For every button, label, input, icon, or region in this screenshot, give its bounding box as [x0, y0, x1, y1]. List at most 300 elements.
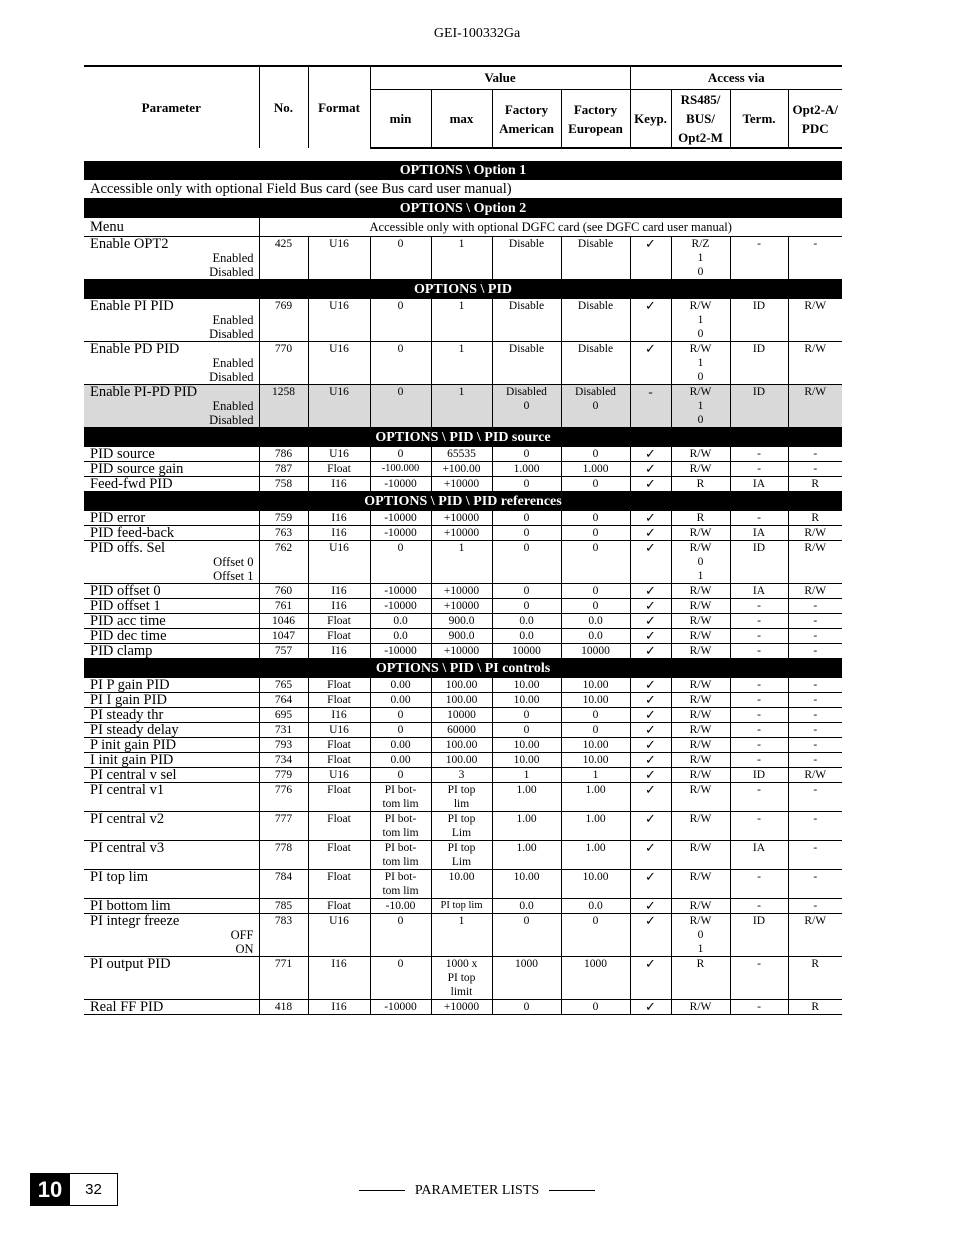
param-format: U16 — [308, 768, 370, 783]
param-keyp: ✓ — [630, 678, 671, 693]
param-keyp: ✓ — [630, 768, 671, 783]
param-keyp: ✓ — [630, 870, 671, 899]
param-opt2a: R/W — [788, 385, 842, 428]
param-term: IA — [730, 477, 788, 492]
param-option: Disabled — [209, 413, 254, 427]
section-title: OPTIONS \ Option 2 — [84, 199, 842, 219]
param-opt2a: - — [788, 738, 842, 753]
param-max: 900.0 — [431, 629, 492, 644]
param-max: 1 — [431, 541, 492, 584]
param-format: U16 — [308, 914, 370, 957]
param-name: PID clamp — [84, 644, 259, 659]
param-factory-american: Disable — [492, 342, 561, 385]
param-format: Float — [308, 678, 370, 693]
param-opt2a: - — [788, 783, 842, 812]
param-name: PI integr freeze OFF ON — [84, 914, 259, 957]
header-factory-american: Factory American — [492, 90, 561, 149]
param-factory-european: 0 — [561, 1000, 630, 1015]
param-max: 1 — [431, 237, 492, 280]
param-factory-american: 10.00 — [492, 738, 561, 753]
param-max: 1 — [431, 299, 492, 342]
param-name: P init gain PID — [84, 738, 259, 753]
param-option: Disabled — [209, 265, 254, 279]
param-opt2a: - — [788, 723, 842, 738]
param-term: IA — [730, 526, 788, 541]
param-keyp: ✓ — [630, 914, 671, 957]
param-format: I16 — [308, 957, 370, 1000]
param-max: +10000 — [431, 477, 492, 492]
footer-rule-left — [359, 1190, 405, 1191]
section-note: Accessible only with optional Field Bus card (see Bus card user manual) — [84, 180, 842, 199]
table-row — [84, 812, 842, 841]
param-term: - — [730, 738, 788, 753]
param-name: Menu — [84, 218, 259, 237]
param-format: I16 — [308, 708, 370, 723]
param-factory-european: 0 — [561, 914, 630, 957]
param-factory-american: 0.0 — [492, 614, 561, 629]
param-format: Float — [308, 629, 370, 644]
chapter-number: 10 — [30, 1173, 70, 1206]
section-header — [84, 161, 842, 180]
table-row — [84, 599, 842, 614]
param-rs485: R/W — [671, 678, 730, 693]
param-term: - — [730, 957, 788, 1000]
param-min: PI bot- tom lim — [370, 812, 431, 841]
param-name: PID offs. Sel Offset 0 Offset 1 — [84, 541, 259, 584]
param-max: PI top Lim — [431, 841, 492, 870]
param-factory-european: 1.00 — [561, 812, 630, 841]
param-min: 0 — [370, 768, 431, 783]
param-max: 100.00 — [431, 693, 492, 708]
header-factory-european: Factory European — [561, 90, 630, 149]
param-rs485: R/W — [671, 841, 730, 870]
header-format: Format — [308, 66, 370, 148]
param-min: PI bot- tom lim — [370, 783, 431, 812]
param-max: 100.00 — [431, 753, 492, 768]
param-rs485: R/W — [671, 447, 730, 462]
param-max: +10000 — [431, 1000, 492, 1015]
param-factory-american: 1.00 — [492, 841, 561, 870]
param-opt2a: R — [788, 477, 842, 492]
param-opt2a: - — [788, 462, 842, 477]
param-factory-american: 0 — [492, 914, 561, 957]
section-title: OPTIONS \ PID \ PID references — [84, 492, 842, 512]
param-factory-european: 10000 — [561, 644, 630, 659]
param-term: - — [730, 708, 788, 723]
param-option: Disabled — [209, 327, 254, 341]
param-no: 762 — [259, 541, 308, 584]
param-term: - — [730, 812, 788, 841]
param-option: Disabled — [209, 370, 254, 384]
param-no: 1258 — [259, 385, 308, 428]
param-term: ID — [730, 385, 788, 428]
param-factory-european: 1.000 — [561, 462, 630, 477]
param-opt2a: R/W — [788, 526, 842, 541]
param-opt2a: R/W — [788, 584, 842, 599]
param-factory-american: 1 — [492, 768, 561, 783]
param-rs485: R/W — [671, 768, 730, 783]
param-rs485: R/W — [671, 693, 730, 708]
param-term: - — [730, 723, 788, 738]
param-min: 0.00 — [370, 678, 431, 693]
param-opt2a: R/W — [788, 342, 842, 385]
param-max: 1 — [431, 385, 492, 428]
param-factory-european: 10.00 — [561, 870, 630, 899]
param-name: Enable OPT2 Enabled Disabled — [84, 237, 259, 280]
param-format: I16 — [308, 511, 370, 526]
section-header — [84, 280, 842, 300]
param-min: 0.0 — [370, 614, 431, 629]
param-keyp: ✓ — [630, 783, 671, 812]
section-title: OPTIONS \ PID \ PID source — [84, 428, 842, 448]
param-opt2a: - — [788, 237, 842, 280]
table-row — [84, 708, 842, 723]
param-max: +10000 — [431, 584, 492, 599]
footer-title: PARAMETER LISTS — [414, 1183, 540, 1198]
section-header — [84, 659, 842, 679]
param-factory-european: 0 — [561, 708, 630, 723]
param-term: - — [730, 629, 788, 644]
param-keyp: ✓ — [630, 237, 671, 280]
param-min: -10000 — [370, 599, 431, 614]
table-row — [84, 541, 842, 584]
param-factory-european: 0 — [561, 599, 630, 614]
param-factory-european: 0 — [561, 584, 630, 599]
param-opt2a: - — [788, 708, 842, 723]
param-no: 418 — [259, 1000, 308, 1015]
param-name: Enable PI-PD PID Enabled Disabled — [84, 385, 259, 428]
param-factory-european: 1.00 — [561, 841, 630, 870]
param-max: 60000 — [431, 723, 492, 738]
table-row — [84, 644, 842, 659]
header-no: No. — [259, 66, 308, 148]
param-factory-european: 10.00 — [561, 678, 630, 693]
param-rs485: R/W — [671, 614, 730, 629]
param-format: I16 — [308, 599, 370, 614]
param-rs485: R/W — [671, 1000, 730, 1015]
param-term: - — [730, 753, 788, 768]
param-keyp: ✓ — [630, 738, 671, 753]
param-factory-american: 0 — [492, 541, 561, 584]
param-no: 695 — [259, 708, 308, 723]
param-factory-american: 0 — [492, 526, 561, 541]
param-format: Float — [308, 462, 370, 477]
param-factory-european: 10.00 — [561, 738, 630, 753]
param-factory-european: 0 — [561, 477, 630, 492]
param-factory-european: 0.0 — [561, 629, 630, 644]
param-term: ID — [730, 299, 788, 342]
table-row — [84, 738, 842, 753]
param-max: 1000 x PI top limit — [431, 957, 492, 1000]
param-min: 0 — [370, 914, 431, 957]
param-format: U16 — [308, 447, 370, 462]
param-format: Float — [308, 812, 370, 841]
param-rs485: R/W 1 0 — [671, 299, 730, 342]
header-max: max — [431, 90, 492, 149]
param-rs485: R/W — [671, 644, 730, 659]
param-name: PID acc time — [84, 614, 259, 629]
param-keyp: ✓ — [630, 644, 671, 659]
param-min: 0 — [370, 957, 431, 1000]
param-format: Float — [308, 783, 370, 812]
param-opt2a: - — [788, 447, 842, 462]
header-rs485: RS485/ BUS/ Opt2-M — [671, 90, 730, 149]
table-body — [84, 148, 842, 1015]
param-keyp: ✓ — [630, 693, 671, 708]
section-title: OPTIONS \ PID — [84, 280, 842, 300]
param-name: PI bottom lim — [84, 899, 259, 914]
param-max: 3 — [431, 768, 492, 783]
section-note: Accessible only with optional DGFC card (see DGFC card user manual) — [259, 218, 842, 237]
param-opt2a: R — [788, 511, 842, 526]
param-min: PI bot- tom lim — [370, 870, 431, 899]
param-name: I init gain PID — [84, 753, 259, 768]
param-keyp: ✓ — [630, 477, 671, 492]
param-keyp: ✓ — [630, 629, 671, 644]
param-term: - — [730, 462, 788, 477]
param-format: I16 — [308, 644, 370, 659]
table-row — [84, 914, 842, 957]
param-factory-american: 0.0 — [492, 629, 561, 644]
param-factory-american: 0 — [492, 511, 561, 526]
param-opt2a: - — [788, 870, 842, 899]
param-name: PI steady thr — [84, 708, 259, 723]
param-opt2a: - — [788, 629, 842, 644]
table-row — [84, 1000, 842, 1015]
param-min: PI bot- tom lim — [370, 841, 431, 870]
param-rs485: R/W 1 0 — [671, 342, 730, 385]
param-no: 769 — [259, 299, 308, 342]
param-option: Offset 0 — [213, 555, 254, 569]
param-keyp: ✓ — [630, 614, 671, 629]
param-keyp: ✓ — [630, 753, 671, 768]
param-rs485: R/W — [671, 870, 730, 899]
param-no: 757 — [259, 644, 308, 659]
table-row — [84, 477, 842, 492]
header-term: Term. — [730, 90, 788, 149]
param-term: ID — [730, 768, 788, 783]
param-no: 1046 — [259, 614, 308, 629]
param-term: - — [730, 783, 788, 812]
param-factory-american: Disabled 0 — [492, 385, 561, 428]
param-rs485: R/W — [671, 723, 730, 738]
param-factory-american: 0 — [492, 584, 561, 599]
param-no: 785 — [259, 899, 308, 914]
param-keyp: ✓ — [630, 899, 671, 914]
table-row — [84, 342, 842, 385]
parameter-table — [84, 65, 842, 1015]
param-factory-european: 0 — [561, 723, 630, 738]
param-format: U16 — [308, 541, 370, 584]
param-rs485: R — [671, 477, 730, 492]
section-header — [84, 428, 842, 448]
param-no: 758 — [259, 477, 308, 492]
param-name: Feed-fwd PID — [84, 477, 259, 492]
param-name: PI P gain PID — [84, 678, 259, 693]
param-format: I16 — [308, 477, 370, 492]
footer — [0, 1183, 954, 1199]
param-rs485: R/W — [671, 584, 730, 599]
param-factory-european: 10.00 — [561, 693, 630, 708]
param-name: PID dec time — [84, 629, 259, 644]
param-option: Enabled — [212, 356, 254, 370]
param-max: 100.00 — [431, 738, 492, 753]
param-factory-american: 10.00 — [492, 678, 561, 693]
table-row — [84, 957, 842, 1000]
param-name: PI top lim — [84, 870, 259, 899]
param-no: 771 — [259, 957, 308, 1000]
param-name: PI central v1 — [84, 783, 259, 812]
param-opt2a: - — [788, 899, 842, 914]
table-row — [84, 511, 842, 526]
param-term: - — [730, 237, 788, 280]
param-min: -10000 — [370, 644, 431, 659]
table-row — [84, 584, 842, 599]
document-id: GEI-100332Ga — [433, 26, 521, 41]
param-factory-american: 0 — [492, 1000, 561, 1015]
param-factory-european: Disable — [561, 237, 630, 280]
table-row — [84, 768, 842, 783]
param-term: - — [730, 1000, 788, 1015]
param-min: 0 — [370, 299, 431, 342]
param-min: -10000 — [370, 477, 431, 492]
param-term: ID — [730, 914, 788, 957]
param-min: -10000 — [370, 1000, 431, 1015]
param-rs485: R — [671, 957, 730, 1000]
param-rs485: R/W — [671, 812, 730, 841]
param-rs485: R/W 1 0 — [671, 385, 730, 428]
header-access-via: Access via — [630, 66, 842, 90]
param-name: PI central v3 — [84, 841, 259, 870]
param-term: ID — [730, 342, 788, 385]
param-factory-american: 10.00 — [492, 693, 561, 708]
section-header — [84, 199, 842, 219]
param-no: 778 — [259, 841, 308, 870]
param-format: Float — [308, 753, 370, 768]
param-option: OFF — [230, 928, 254, 942]
param-no: 764 — [259, 693, 308, 708]
param-factory-american: Disable — [492, 299, 561, 342]
param-factory-american: 0.0 — [492, 899, 561, 914]
param-keyp: ✓ — [630, 599, 671, 614]
param-max: 1 — [431, 342, 492, 385]
param-keyp: ✓ — [630, 299, 671, 342]
param-format: U16 — [308, 723, 370, 738]
param-keyp: - — [630, 385, 671, 428]
param-rs485: R/W 0 1 — [671, 541, 730, 584]
param-factory-american: 0 — [492, 447, 561, 462]
param-min: 0 — [370, 342, 431, 385]
param-max: 1 — [431, 914, 492, 957]
param-format: U16 — [308, 342, 370, 385]
param-factory-european: 0 — [561, 541, 630, 584]
param-keyp: ✓ — [630, 462, 671, 477]
param-factory-european: 1.00 — [561, 783, 630, 812]
param-keyp: ✓ — [630, 957, 671, 1000]
param-min: 0.00 — [370, 693, 431, 708]
param-min: 0 — [370, 541, 431, 584]
param-min: 0 — [370, 237, 431, 280]
param-option: Enabled — [212, 251, 254, 265]
param-factory-american: 1.00 — [492, 812, 561, 841]
table-row — [84, 678, 842, 693]
param-opt2a: - — [788, 753, 842, 768]
param-name: PID offset 1 — [84, 599, 259, 614]
table-row — [84, 783, 842, 812]
param-factory-european: 0 — [561, 526, 630, 541]
param-format: I16 — [308, 584, 370, 599]
param-format: U16 — [308, 385, 370, 428]
param-opt2a: - — [788, 678, 842, 693]
param-min: -10000 — [370, 511, 431, 526]
param-min: 0.00 — [370, 753, 431, 768]
param-format: U16 — [308, 237, 370, 280]
param-name: PID source — [84, 447, 259, 462]
param-rs485: R/W 0 1 — [671, 914, 730, 957]
param-no: 777 — [259, 812, 308, 841]
param-format: Float — [308, 693, 370, 708]
section-title: OPTIONS \ Option 1 — [84, 161, 842, 180]
param-keyp: ✓ — [630, 342, 671, 385]
param-no: 1047 — [259, 629, 308, 644]
param-factory-european: 0.0 — [561, 614, 630, 629]
param-format: U16 — [308, 299, 370, 342]
header-opt2a: Opt2-A/ PDC — [788, 90, 842, 149]
param-factory-european: 0 — [561, 447, 630, 462]
param-no: 786 — [259, 447, 308, 462]
param-name: Enable PI PID Enabled Disabled — [84, 299, 259, 342]
param-no: 731 — [259, 723, 308, 738]
param-name: PI central v sel — [84, 768, 259, 783]
param-name: Real FF PID — [84, 1000, 259, 1015]
param-opt2a: R — [788, 957, 842, 1000]
param-keyp: ✓ — [630, 511, 671, 526]
param-rs485: R/W — [671, 899, 730, 914]
param-min: -100.000 — [370, 462, 431, 477]
param-min: -10000 — [370, 584, 431, 599]
param-term: IA — [730, 841, 788, 870]
table-row — [84, 299, 842, 342]
param-min: 0.0 — [370, 629, 431, 644]
param-term: IA — [730, 584, 788, 599]
page-number: 32 — [70, 1173, 118, 1206]
param-format: I16 — [308, 1000, 370, 1015]
param-keyp: ✓ — [630, 812, 671, 841]
param-opt2a: - — [788, 644, 842, 659]
header-parameter: Parameter — [84, 66, 259, 148]
param-term: - — [730, 644, 788, 659]
param-no: 759 — [259, 511, 308, 526]
table-row — [84, 180, 842, 199]
table-header-row-1 — [84, 66, 842, 90]
param-max: +10000 — [431, 644, 492, 659]
table-row — [84, 899, 842, 914]
table-row — [84, 841, 842, 870]
param-min: -10.00 — [370, 899, 431, 914]
param-keyp: ✓ — [630, 723, 671, 738]
param-no: 784 — [259, 870, 308, 899]
param-min: 0 — [370, 385, 431, 428]
param-name: PID offset 0 — [84, 584, 259, 599]
param-option: Enabled — [212, 399, 254, 413]
param-factory-american: 1000 — [492, 957, 561, 1000]
param-format: Float — [308, 614, 370, 629]
param-max: 10.00 — [431, 870, 492, 899]
param-factory-american: Disable — [492, 237, 561, 280]
table-row — [84, 693, 842, 708]
param-keyp: ✓ — [630, 708, 671, 723]
param-no: 793 — [259, 738, 308, 753]
